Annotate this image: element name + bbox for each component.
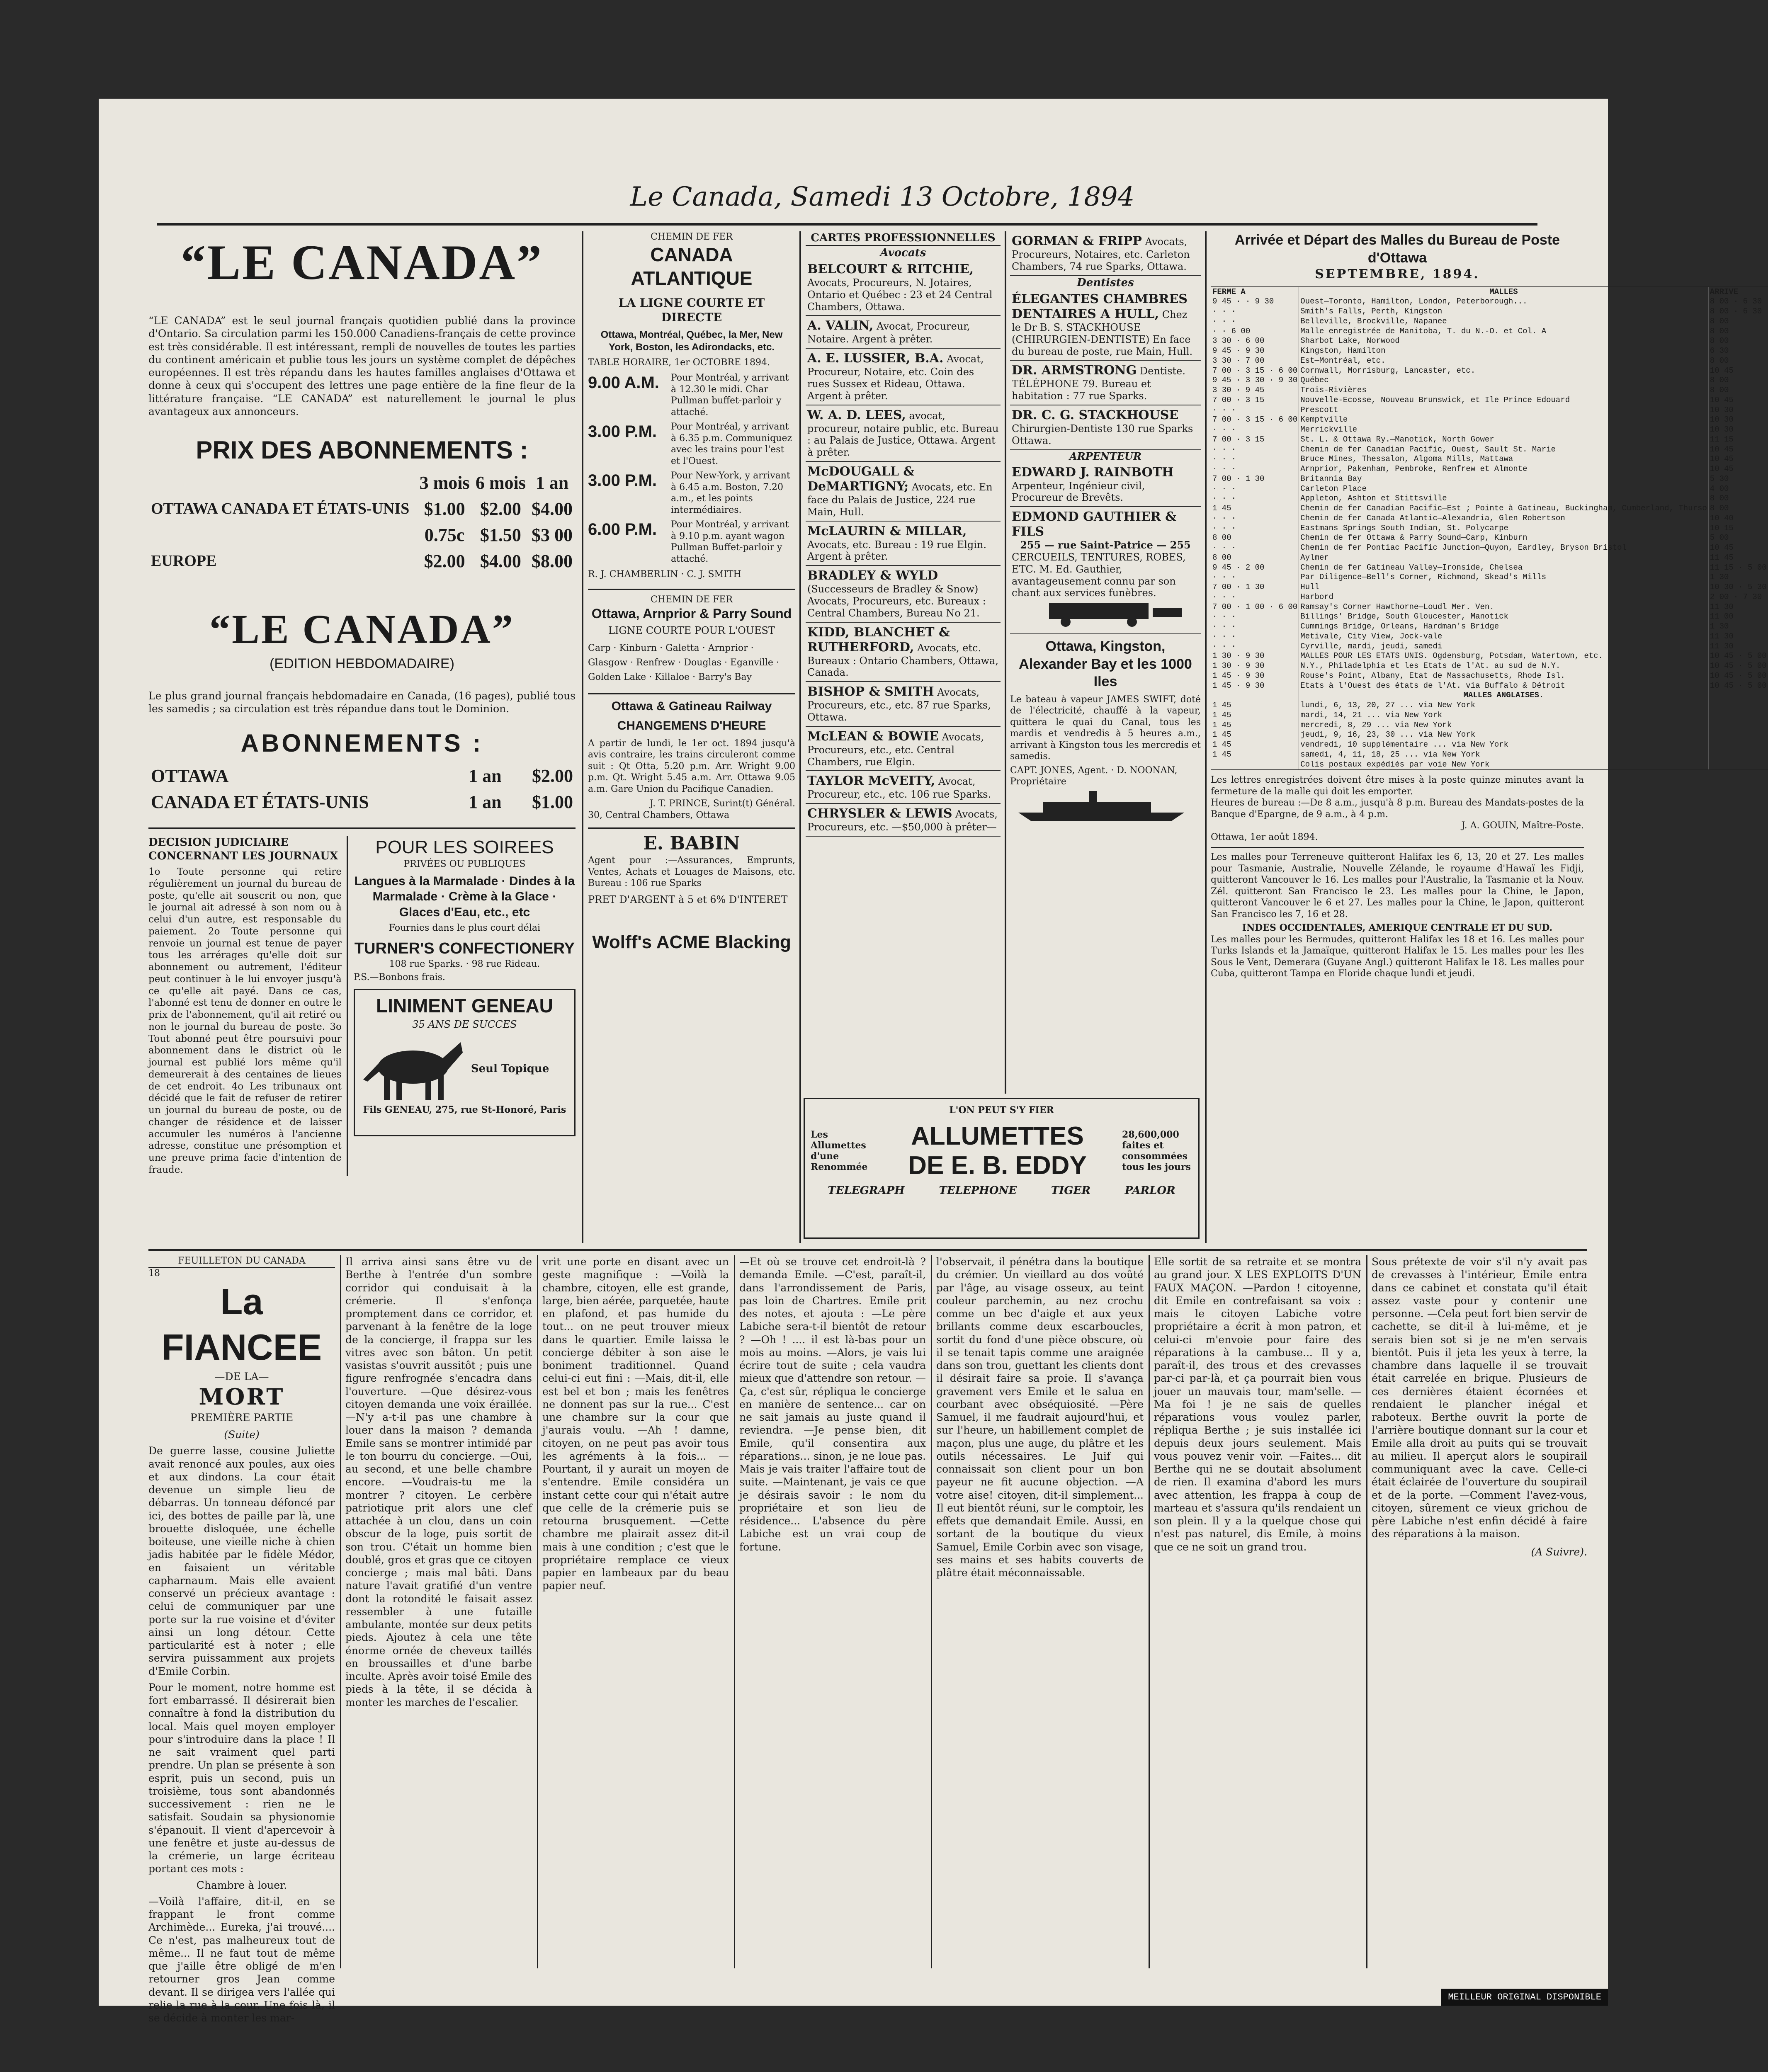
mail-row: · · · Cummings Bridge, Orleans, Hardman's Bridge 1 30 — [1211, 622, 1768, 632]
chambre-a-louer: Chambre à louer. — [196, 1879, 287, 1891]
pro-card: McLEAN & BOWIE Avocats, Procureurs, etc., etc. Central Chambers, rue Elgin. — [806, 727, 1001, 772]
feuilleton-col-5: l'observait, il pénétra dans la boutique du crémier. Un vieillard au dos voûté par l'âge, au visage osseux, au teint couleur parchemin, au nez crochu comme un bec d'aigle et aux yeux brillants comme deux escarboucles, sortit du fond d'une pièce obscure, où il se tenait tapis comme une araignée dans son trou, guettant les clients dont il désirait faire sa proie. Il s'avança gravement vers Emile et le salua en courbant avec obséquiosité. —Père Samuel, il me faudrait aujourd'hui, et sur l'heure, un habillement complet de maçon, plus une auge, du plâtre et les outils nécessaires. Le Juif qui connaissait son client pour un bon payeur ne fit aucune objection. —A votre aise! citoyen, dit-il simplement... Il eut bientôt réuni, sur le comptoir, les effets que demandait Emile. Aussi, en sortant de la boutique du vieux Samuel, Emile Corbin avec son visage, ses mains et ses habits couverts de plâtre était méconnaissable. — [936, 1256, 1144, 1579]
mail-row: 8 00 Chemin de fer Ottawa & Parry Sound—Carp, Kinburn 5 00 — [1211, 533, 1768, 543]
train-entry: 3.00 P.M. Pour New-York, y arrivant à 6.45 a.m. Boston, 7.20 a.m., et les points intermédiaires. — [588, 471, 790, 515]
le-canada-ad-column — [148, 231, 576, 1243]
prix-value: $2.00 — [480, 499, 521, 519]
mail-row: · · · Smith's Falls, Perth, Kingston 8 00 · 6 30 — [1211, 307, 1768, 317]
mails-table — [1211, 286, 1768, 771]
feuilleton-suite: (Suite) — [224, 1429, 260, 1441]
mail-row: · · 6 00 Malle enregistrée de Manitoba, T. du N.-O. et Col. A 8 00 — [1211, 327, 1768, 337]
colis-postaux: Colis postaux expédiés par voie New York — [1299, 760, 1709, 770]
pro-card: McDOUGALL & DeMARTIGNY; Avocats, etc. En face du Palais de Justice, 224 rue Main, Hull. — [806, 462, 1001, 522]
eddy-brand: TELEGRAPH — [828, 1184, 905, 1197]
mail-row: 7 00 · 3 15 St. L. & Ottawa Ry.—Manotick, North Gower 11 15 — [1211, 435, 1768, 445]
geneau-title: LINIMENT GENEAU — [376, 995, 553, 1017]
steamer-signature: CAPT. JONES, Agent. · D. NOONAN, Propriétaire — [1010, 765, 1178, 787]
eddy-left-text: Les Allumettes d'une Renommée — [811, 1129, 868, 1172]
decision-title: DECISION JUDICIAIRE CONCERNANT LES JOURNAUX — [148, 836, 338, 862]
postmaster-signature: J. A. GOUIN, Maître-Poste. — [1461, 820, 1584, 831]
eddy-brand: TIGER — [1051, 1184, 1090, 1197]
mail-row: · · · Arnprior, Pakenham, Pembroke, Renfrew et Almonte 10 45 — [1211, 464, 1768, 474]
mail-row: 1 45 vendredi, 10 supplémentaire ... via New York — [1211, 740, 1768, 750]
feuilleton-paragraph: Pour le moment, notre homme est fort embarrassé. Il désirerait bien connaître à fond la distribution du local. Mais quel moyen employer pour s'introduire dans la place ! Il ne sait vraiment quel parti prendre. Un plan se présente à son esprit, puis un second, puis un troisième, tous sont abandonnés successivement : rien ne le satisfait. Soudain sa physionomie s'épanouit. Il vient d'apercevoir à une fenêtre et juste au-dessus de la crémerie, un large écriteau portant ces mots : — [148, 1681, 335, 1875]
column-rule — [582, 231, 583, 1243]
feuilleton-paragraph: —Voilà l'affaire, dit-il, en se frappant le front comme Archimède... Eureka, j'ai trouvé.... Ce n'est, pas malheureux tout de même... Il ne faut tout de même que j'aille être obligé de m'en retourner gros Jean comme devant. Il se dirigea vers l'allée qui relie la rue à la cour. Une fois là, il se décide à monter les mar- — [148, 1895, 335, 2024]
prix-value: $4.00 — [480, 551, 521, 571]
ligne-ouest: LIGNE COURTE POUR L'OUEST — [608, 625, 775, 636]
wolff-acme-blacking: Wolff's ACME Blacking — [592, 932, 791, 952]
lower-left-block — [148, 836, 576, 1176]
prix-value: $1.00 — [424, 499, 465, 519]
mail-row: 1 45 · 9 30 Etats à l'Ouest des états de l'At. via Buffalo & Détroit 10 45 · 5 00 — [1211, 681, 1768, 691]
liniment-geneau-ad — [354, 989, 576, 1136]
abonnements-title: ABONNEMENTS : — [240, 729, 483, 757]
feuilleton-number: 18 — [148, 1268, 160, 1279]
prix-value: $4.00 — [532, 499, 573, 519]
prix-value: $2.00 — [424, 551, 465, 571]
soirees-title: POUR LES SOIREES — [375, 837, 554, 857]
gorman-fripp-card: GORMAN & FRIPP Avocats, Procureurs, Notaires, etc. Carleton Chambers, 74 rue Sparks, Ottawa. — [1010, 231, 1201, 276]
le-canada-title: “LE CANADA” — [180, 235, 544, 290]
archive-stamp: MEILLEUR ORIGINAL DISPONIBLE — [1441, 1989, 1608, 2006]
mail-row: · · · Bruce Mines, Thessalon, Algoma Mills, Mattawa 10 45 — [1211, 454, 1768, 464]
feuilleton-col-1 — [148, 1255, 335, 2024]
malles-anglaises-title: MALLES ANGLAISES. — [1299, 691, 1709, 701]
gauthier-card: EDMOND GAUTHIER & FILS 255 — rue Saint-Patrice — 255 CERCUEILS, TENTURES, ROBES, ETC. M. Ed. Gauthier, avantageusement connu par son chant aux services funèbres. — [1010, 507, 1201, 634]
eddy-matches-ad — [804, 1098, 1200, 1239]
station-list: Carp · Kinburn · Galetta · Arnprior · Glasgow · Renfrew · Douglas · Eganville · Golden Lake · Killaloe · Barry's Bay — [588, 643, 779, 683]
dentistes-column — [1010, 231, 1201, 1094]
indes-text: Les malles pour les Bermudes, quitteront Halifax les 18 et 16. Les malles pour Turks Islands et la Jamaïque, quitteront Halifax le 15. Les malles pour les Iles Sous le Vent, Demerara (Guyane Angl.) quitteront Halifax le 18. Les malles pour Cuba, quitteront Tampa en Floride chaque lundi et jeudi. — [1211, 934, 1584, 979]
mails-col-malles: MALLES — [1299, 287, 1709, 297]
soirees-block — [348, 836, 576, 1176]
steamboat-illustration — [1010, 788, 1192, 825]
ab-price: $1.00 — [532, 792, 573, 812]
prix-title: PRIX DES ABONNEMENTS : — [196, 436, 528, 464]
mail-row: · · · Billings' Bridge, South Gloucester, Manotick 11 00 — [1211, 612, 1768, 622]
feuilleton-title: La FIANCEE — [161, 1281, 322, 1368]
prix-table — [148, 470, 576, 574]
mail-row: · · · Cyrville, mardi, jeudi, samedi 11 30 — [1211, 642, 1768, 652]
mails-title: Arrivée et Départ des Malles du Bureau de Poste d'Ottawa — [1234, 232, 1560, 266]
mail-row: 1 45 samedi, 4, 11, 18, 25 ... via New York — [1211, 750, 1768, 760]
mail-row: 1 45 mardi, 14, 21 ... via New York — [1211, 711, 1768, 721]
prix-value: $1.50 — [480, 525, 521, 545]
mail-row: · · · Chemin de fer Canadian Pacific, Ouest, Sault St. Marie 10 45 — [1211, 445, 1768, 455]
mails-col-ferme: FERME A — [1211, 287, 1299, 297]
pro-card: CHRYSLER & LEWIS Avocats, Procureurs, etc. —$50,000 à prêter— — [806, 804, 1001, 837]
train-list — [588, 372, 795, 565]
mail-row: 9 45 · · 9 30 Ouest—Toronto, Hamilton, London, Peterborough... 8 00 · 6 30 — [1211, 297, 1768, 307]
prix-header-1an: 1 an — [535, 473, 569, 493]
mail-row: 7 00 · 1 30 Britannia Bay 5 30 — [1211, 474, 1768, 484]
geneau-tag: Seul Topique — [471, 1063, 549, 1075]
top-rule — [157, 223, 1537, 226]
pro-card: KIDD, BLANCHET & RUTHERFORD, Avocats, etc. Bureaux : Ontario Chambers, Ottawa, Canada. — [806, 623, 1001, 682]
steamer-ad — [1010, 638, 1201, 828]
eddy-top: L'ON PEUT S'Y FIER — [949, 1105, 1054, 1116]
mail-row: 3 30 · 9 45 Trois-Rivières 8 00 — [1211, 386, 1768, 395]
mail-row: 7 00 · 3 15 Nouvelle-Ecosse, Nouveau Brunswick, et Ile Prince Edouard 10 45 — [1211, 395, 1768, 405]
mail-row: 7 00 · 1 30 Hull 10 30 · 5 30 — [1211, 582, 1768, 592]
geneau-subtitle: 35 ANS DE SUCCES — [412, 1018, 517, 1030]
gatineau-text: A partir de lundi, le 1er oct. 1894 jusqu'à avis contraire, les trains circuleront comme suit : Qt Otta, 5.20 p.m. Arr. Wright 9.00 p.m. Qt. Wright 5.45 a.m. Arr. Ottawa 9.05 a.m. Gare Union du Pacifique Canadien. — [588, 738, 795, 794]
turner-address: 108 rue Sparks. · 98 rue Rideau. — [389, 959, 540, 969]
train-entry: 9.00 A.M. Pour Montréal, y arrivant à 12.30 le midi. Char Pullman buffet-parloir y attaché. — [588, 373, 789, 417]
turner-ps: P.S.—Bonbons frais. — [353, 972, 445, 983]
horse-illustration — [359, 1034, 467, 1104]
prix-value: $8.00 — [532, 551, 573, 571]
gatineau-address: 30, Central Chambers, Ottawa — [588, 810, 730, 820]
railway-head-2: CHEMIN DE FER — [650, 594, 733, 605]
pro-card: BISHOP & SMITH Avocats, Procureurs, etc., etc. 87 rue Sparks, Ottawa. — [806, 682, 1001, 727]
pro-card: A. E. LUSSIER, B.A. Avocat, Procureur, Notaire, etc. Coin des rues Sussex et Rideau, Ottawa. Argent à prêter. — [806, 349, 1001, 405]
armstrong-card: DR. ARMSTRONG Dentiste. TÉLÉPHONE 79. Bureau et habitation : 77 rue Sparks. — [1010, 361, 1201, 405]
feuilleton-col-4: —Et où se trouve cet endroit-là ? demanda Emile. —C'est, paraît-il, dans l'arrondissement de Paris, pas loin de Chartres. Emile prit des notes, et ajouta : —Le père Labiche sera-t-il bientôt de retour ? —Oh ! .... il est là-bas pour un mois au moins. —Alors, je vais lui écrire tout de suite ; cela vaudra mieux que d'attendre son retour. —Ça, c'est sûr, répliqua le concierge en manière de sentence... car on ne sait jamais au juste quand il reviendra. —Je pense bien, dit Emile, qu'il consentira aux réparations... sinon, je ne loue pas. Mais je vais traiter l'affaire tout de suite. —Maintenant, je vais ce que je désirais savoir : le nom du propriétaire et son lieu de résidence... L'absence du père Labiche est un vrai coup de fortune. — [739, 1256, 926, 1553]
mail-row: 1 45 jeudi, 9, 16, 23, 30 ... via New York — [1211, 730, 1768, 740]
mail-row: · · · Carleton Place 4 00 — [1211, 484, 1768, 494]
mail-row: · · · Belleville, Brockville, Napanee 8 00 — [1211, 317, 1768, 327]
mail-row: 7 00 · 3 15 · 6 00 Cornwall, Morrisburg, Lancaster, etc. 10 45 — [1211, 366, 1768, 376]
mail-row: · · · Merrickville 10 30 — [1211, 425, 1768, 435]
mail-row: · · · Harbord 2 00 · 7 30 — [1211, 592, 1768, 602]
prix-value: $3 00 — [532, 525, 573, 545]
masthead: Le Canada, Samedi 13 Octobre, 1894 — [630, 182, 1135, 212]
mail-row: 9 45 · 9 30 Kingston, Hamilton 6 30 — [1211, 346, 1768, 356]
mail-row: · · · Metivale, City View, Jock-vale 11 30 — [1211, 632, 1768, 642]
mail-row: 1 45 Chemin de fer Canadian Pacific—Est ; Pointe à Gatineau, Buckingham, Cumberland, Thurso 8 00 — [1211, 504, 1768, 514]
feuilleton-de-la: —DE LA— — [214, 1371, 269, 1383]
gatineau-signature: J. T. PRINCE, Surint(t) Général. — [650, 798, 795, 809]
mails-note-2: Heures de bureau :—De 8 a.m., jusqu'à 8 p.m. Bureau des Mandats-postes de la Banque d'Epargne, de 9 a.m., à 4 p.m. — [1211, 798, 1584, 820]
babin-title: E. BABIN — [643, 833, 740, 854]
railway-column — [588, 231, 795, 1243]
prix-region: OTTAWA CANADA ET ÉTATS-UNIS — [151, 500, 410, 517]
hearse-illustration — [1012, 599, 1194, 628]
postmaster-date: Ottawa, 1er août 1894. — [1211, 832, 1318, 842]
feuilleton-col-6: Elle sortit de sa retraite et se montra au grand jour. X LES EXPLOITS D'UN FAUX MAÇON. —Pardon ! citoyenne, dit Emile en contrefaisant sa voix : mais le citoyen Labiche votre propriétaire a écrit à mon patron, et celui-ci m'envoie pour faire des réparations à la cambuse... Il y a, paraît-il, des trous et des crevasses par-ci par-là, et ça pourrait bien vous jouer un mauvais tour, mam'selle. —Ma foi ! je ne sais de quelles réparations vous voulez parler, répliqua Berthe ; je suis installée ici depuis deux jours seulement. Mais vous pouvez venir voir. —Faites... dit Berthe qui ne se doutait absolument de rien. Il examina d'abord les murs avec attention, les frappa à coup de marteau et s'assura qu'ils rendaient un son plein. Il y a la quelque chose qui n'est pas naturel, dis Emile, à moins que ce ne soit un grand trou. — [1154, 1256, 1361, 1553]
dental-chambers-card: ÉLEGANTES CHAMBRES DENTAIRES A HULL, Chez le Dr B. S. STACKHOUSE (CHIRURGIEN-DENTISTE) En face du bureau de poste, rue Main, Hull. — [1010, 289, 1201, 361]
malles-overseas-text: Les malles pour Terreneuve quitteront Halifax les 6, 13, 20 et 27. Les malles pour Tasmanie, Australie, Nouvelle Zélande, le royaume d'Hawaï les Fidji, quitteront Vancouver le 16. Les malles pour l'Australie, la Tasmanie et la Nouv. Zél. quitteront San Francisco le 23. Les malles pour la Chine, le Japon, quitteront Vancouver le 6 et 27. Les malles pour la Chine, le Japon, quitteront San Francisco les 7, 16 et 28. — [1211, 852, 1584, 920]
eddy-right-text: 28,600,000 faites et consommées tous les jours — [1122, 1129, 1191, 1172]
mail-row: 1 30 · 9 30 N.Y., Philadelphia et les Etats de l'At. au sud de N.Y. 10 45 · 5 00 — [1211, 661, 1768, 671]
ab-term: 1 an — [469, 792, 502, 812]
section-rule — [148, 1249, 1587, 1251]
dentistes-heading: Dentistes — [1077, 276, 1134, 289]
cartes-title: CARTES PROFESSIONNELLES — [806, 231, 1001, 246]
geneau-footer: Fils GENEAU, 275, rue St-Honoré, Paris — [363, 1104, 566, 1115]
pro-card: W. A. D. LEES, avocat, procureur, notaire public, etc. Bureau : au Palais de Justice, Ottawa. Argent à prêter. — [806, 405, 1001, 462]
newspaper-page — [99, 99, 1767, 2024]
eddy-brands — [811, 1184, 1192, 1197]
feuilleton-paragraph: Sous prétexte de voir s'il n'y avait pas de crevasses à l'intérieur, Emile entra dans ce cabinet et constata qu'il était assez vaste pour y contenir une personne. —Cela peut fort bien servir de cachette, se dit-il à lui-même, et je serais bien sot si je ne m'en servais bientôt. Puis il jeta les yeux à terre, la chambre dans laquelle il se trouvait était carrelée en brique. Plusieurs de ces dernières étaient écornées et rendaient le plancher inégal et raboteux. Berthe ouvrit la porte de l'arrière boutique donnant sur la cour et Emile alla droit au puits qui se trouvait au milieu. Il aperçut alors le soupirail communiquant avec la cave. Celle-ci était éclairée de l'ouverture du soupirail et de la porte. —Comment l'avez-vous, citoyen, sûrement ce vieux grichou de père Labiche n'est enfin décidé à faire des réparations à la maison. — [1372, 1256, 1587, 1540]
pro-card: BELCOURT & RITCHIE, Avocats, Procureurs, N. Jotaires, Ontario et Québec : 23 et 24 Central Chambers, Ottawa. — [806, 260, 1001, 316]
horaire: TABLE HORAIRE, 1er OCTOBRE 1894. — [588, 357, 770, 368]
feuilleton-head: FEUILLETON DU CANADA — [148, 1255, 335, 1268]
divider — [148, 827, 576, 829]
prix-region — [148, 522, 416, 548]
rainboth-card: EDWARD J. RAINBOTH Arpenteur, Ingénieur civil, Procureur de Brevêts. — [1010, 463, 1201, 507]
soirees-subtitle: PRIVÉES OU PUBLIQUES — [403, 859, 526, 869]
mail-row: 9 45 · 3 30 · 9 30 Québec 8 00 — [1211, 376, 1768, 386]
railway-signature: R. J. CHAMBERLIN · C. J. SMITH — [588, 569, 741, 580]
parry-sound-title: Ottawa, Arnprior & Parry Sound — [591, 606, 792, 621]
eddy-brand: PARLOR — [1124, 1184, 1175, 1197]
decision-block — [148, 836, 348, 1176]
ab-price: $2.00 — [532, 766, 573, 786]
mail-row: 1 45 · 9 30 Rouse's Point, Albany, Etat de Massachusetts, Rhode Isl. 10 45 · 5 00 — [1211, 671, 1768, 681]
ab-region: OTTAWA — [151, 766, 229, 786]
mails-col-arrive: ARRIVE — [1708, 287, 1768, 297]
stackhouse-card: DR. C. G. STACKHOUSE Chirurgien-Dentiste 130 rue Sparks Ottawa. — [1010, 405, 1201, 450]
feuilleton-col-2: Il arriva ainsi sans être vu de Berthe à l'entrée d'un sombre corridor qui conduisait à la crémerie. Il s'enfonça promptement dans ce corridor, et parvenant à la fenêtre de la loge de la concierge, il frappa sur les vitres avec son bâton. Un petit vasistas s'ouvrit aussitôt ; puis une figure renfrognée s'encadra dans l'ouverture. —Que désirez-vous citoyen demanda une voix éraillée. —N'y a-t-il pas une chambre à louer dans la maison ? demanda Emile sans se montrer intimidé par le ton bourru du concierge. —Oui, au second, et une belle chambre encore. —Voudrais-tu me la montrer ? citoyen. Le cerbère patriotique prit alors une clef attachée à un clou, dans un coin obscur de la loge, puis sortit de son trou. C'était un homme bien doublé, gros et gras que ce citoyen concierge ; mais mal bâti. Dans nature l'avait gratifié d'un ventre dont la rotondité le faisait assez ressembler à une futaille ambulante, montée sur deux petits pieds. Ajoutez à cela une tête énorme ornée de cheveux taillés en broussailles et d'une barbe inculte. Après avoir toisé Emile des pieds à la tête, il se décida à monter les marches de l'escalier. — [345, 1256, 532, 1708]
prix-header-6mois: 6 mois — [475, 473, 526, 493]
feuilleton-mort: MORT — [199, 1383, 285, 1410]
weekly-text: Le plus grand journal français hebdomadaire en Canada, (16 pages), publié tous les samedis ; sa circulation est très répandue dans tout le Dominion. — [148, 689, 576, 715]
mail-row: 8 00 Aylmer 11 45 — [1211, 553, 1768, 563]
mail-row: 9 45 · 2 00 Chemin de fer Gatineau Valley—Ironside, Chelsea 11 15 · 5 00 — [1211, 563, 1768, 573]
eddy-title-2: DE E. B. EDDY — [908, 1151, 1087, 1180]
mails-note-1: Les lettres enregistrées doivent être mises à la poste quinze minutes avant la fermeture de la malle qui doit les emporter. — [1211, 775, 1584, 797]
steamer-text: Le bateau à vapeur JAMES SWIFT, doté de l'électricité, chauffé à la vapeur, quittera le quai du Canal, tous les mardis et vendredis à 5 heures a.m., arrivant à Kingston tous les mercredis et samedis. — [1010, 694, 1201, 762]
mail-row: 1 30 · 9 30 MALLES POUR LES ETATS UNIS. Ogdensburg, Potsdam, Watertown, etc. 10 45 · 5 00 — [1211, 651, 1768, 661]
ab-term: 1 an — [469, 766, 502, 786]
train-entry: 6.00 P.M. Pour Montréal, y arrivant à 9.10 p.m. ayant wagon Pullman Buffet-parloir y attaché. — [588, 519, 789, 564]
ligne-courte: LA LIGNE COURTE ET DIRECTE — [618, 296, 765, 324]
abonnements-table — [148, 763, 576, 815]
gatineau-title: Ottawa & Gatineau Railway — [611, 699, 772, 713]
column-rule — [799, 231, 801, 1243]
mail-row: · · · Par Diligence—Bell's Corner, Richmond, Skead's Mills 1 30 — [1211, 573, 1768, 582]
mails-column — [1211, 231, 1767, 1243]
mail-row: 3 30 · 6 00 Sharbot Lake, Norwood 8 00 — [1211, 336, 1768, 346]
soirees-note: Fournies dans le plus court délai — [389, 923, 540, 933]
professional-cards-column — [806, 231, 1001, 1094]
column-rule — [1005, 231, 1006, 1094]
canada-atlantique-title: CANADA ATLANTIQUE — [631, 243, 753, 289]
feuilleton-col-3: vrit une porte en disant avec un geste magnifique : —Voilà la chambre, citoyen, elle est grande, large, bien aérée, parquetée, haute en plafond, et pas humide du tout... on ne peut trouver mieux dans le quartier. Emile laissa le concierge débiter à son aise le boniment traditionnel. Quand celui-ci eut fini : —Mais, dit-il, elle est bel et bon ; mais les fenêtres ne donnent pas sur la rue... C'est une chambre sur la cour que j'aurais voulu. —Ah ! damne, citoyen, on ne peut pas avoir tous les agréments à la fois... —Pourtant, il y aurait un moyen de s'entendre. Emile considéra un instant cette cour qui n'était autre que celle de la crémerie puis se retourna brusquement. —Cette chambre me plairait assez dit-il mais à une condition ; c'est que le propriétaire remplace ce vieux papier en lambeaux par du beau papier neuf. — [542, 1256, 729, 1592]
steamer-title: Ottawa, Kingston, Alexander Bay et les 1000 Iles — [1019, 638, 1192, 690]
mail-row: 1 45 mercredi, 8, 29 ... via New York — [1211, 721, 1768, 730]
railway-head: CHEMIN DE FER — [650, 232, 733, 242]
soirees-items: Langues à la Marmalade · Dindes à la Marmalade · Crème à la Glace · Glaces d'Eau, etc., etc — [354, 874, 575, 919]
ab-region: CANADA ET ÉTATS-UNIS — [151, 792, 369, 812]
prix-value: 0.75c — [424, 525, 465, 545]
prix-header-3mois: 3 mois — [419, 473, 470, 493]
railway-route: Ottawa, Montréal, Québec, la Mer, New York, Boston, les Adirondacks, etc. — [600, 329, 783, 353]
feuilleton-col-7 — [1372, 1255, 1587, 1968]
decision-text: 1o Toute personne qui retire régulièrement un journal du bureau de poste, qu'elle ait souscrit ou non, que le journal ait adressé à son nom ou à celui d'un autre, est responsable du paiement. 2o Toute personne qui renvoie un journal est tenue de payer tous les arrérages qu'elle doit sur abonnement ou autrement, l'éditeur peut continuer à le lui envoyer jusqu'à ce qu'elle ait payé. Dans ce cas, l'abonné est tenu de donner en outre le prix de l'abonnement, qu'il ait retiré ou non le journal du bureau de poste. 3o Tout abonné peut être poursuivi pour abonnement dans le district où le journal est publié lors même qu'il demeurerait à des centaines de lieues de cet endroit. 4o Les tribunaux ont décidé que le fait de refuser de retirer un journal du bureau de poste, ou de changer de résidence et de laisser accumuler les numéros à l'ancienne adresse, constitue une présomption et une preuve prima facie d'intention de fraude. — [148, 866, 342, 1175]
gatineau-subtitle: CHANGEMENS D'HEURE — [617, 719, 766, 733]
indes-title: INDES OCCIDENTALES, AMERIQUE CENTRALE ET DU SUD. — [1242, 922, 1553, 934]
mails-subtitle: SEPTEMBRE, 1894. — [1315, 267, 1480, 281]
weekly-title: “LE CANADA” — [209, 606, 515, 652]
mail-row: · · · Chemin de fer Canada Atlantic—Alexandria, Glen Robertson 10 40 — [1211, 514, 1768, 524]
mail-row: 7 00 · 1 00 · 6 00 Ramsay's Corner Hawthorne—Loudl Mer. Ven. 11 30 — [1211, 602, 1768, 612]
feuilleton-paragraph: De guerre lasse, cousine Juliette avait renoncé aux poules, aux oies et aux dindons. La cour était devenue un simple lieu de débarras. Un tonneau défoncé par ici, des bottes de paille par là, une brouette disloquée, une échelle boiteuse, une vieille niche à chien jadis habitée par le fidèle Médor, en faisaient un véritable capharnaum. Mais elle avaient conservé un précieux avantage : celui de communiquer par une porte sur la rue voisine et d'éviter ainsi un long détour. Cette particularité est à noter ; elle servira puissamment aux projets d'Emile Corbin. — [148, 1445, 335, 1677]
pro-card: A. VALIN, Avocat, Procureur, Notaire. Argent à prêter. — [806, 316, 1001, 349]
train-entry: 3.00 P.M. Pour Montréal, y arrivant à 6.35 p.m. Communiquez avec les trains pour l'est et l'Ouest. — [588, 422, 792, 466]
pro-card: TAYLOR McVEITY, Avocat, Procureur, etc., etc. 106 rue Sparks. — [806, 771, 1001, 804]
mail-row: · · · Chemin de fer Pontiac Pacific Junction—Quyon, Eardley, Bryson Bristol 10 45 — [1211, 543, 1768, 553]
mail-row: 3 30 · 7 00 Est—Montréal, etc. 8 00 — [1211, 356, 1768, 366]
prix-region: EUROPE — [151, 552, 217, 570]
avocats-heading: Avocats — [880, 246, 926, 259]
mail-row: 7 00 · 3 15 · 6 00 Kemptville 10 30 — [1211, 415, 1768, 425]
pro-card: BRADLEY & WYLD (Successeurs de Bradley & Snow) Avocats, Procureurs, etc. Bureaux : Central Chambers, Bureau No 21. — [806, 566, 1001, 622]
mail-row: · · · Eastmans Springs South Indian, St. Polycarpe 10 15 — [1211, 524, 1768, 534]
arpenteur-heading: ARPENTEUR — [1069, 450, 1141, 462]
eddy-brand: TELEPHONE — [939, 1184, 1017, 1197]
weekly-subtitle: (EDITION HEBDOMADAIRE) — [270, 656, 454, 672]
pro-card: McLAURIN & MILLAR, Avocats, etc. Bureau : 19 rue Elgin. Argent à prêter. — [806, 522, 1001, 566]
pret-argent: PRET D'ARGENT à 5 et 6% D'INTERET — [588, 893, 788, 905]
feuilleton-partie: PREMIÈRE PARTIE — [190, 1411, 294, 1424]
turner-confectionery: TURNER'S CONFECTIONERY — [354, 939, 575, 957]
eddy-title-1: ALLUMETTES — [911, 1122, 1084, 1150]
babin-text: Agent pour :—Assurances, Emprunts, Ventes, Achats et Louages de Maisons, etc. Bureau : 106 rue Sparks — [588, 855, 795, 889]
mail-row: 1 45 lundi, 6, 13, 20, 27 ... via New York — [1211, 701, 1768, 711]
mail-row: · · · Prescott 10 30 — [1211, 405, 1768, 415]
le-canada-intro: “LE CANADA” est le seul journal français quotidien publié dans la province d'Ontario. Sa circulation parmi les 150.000 Canadiens-français de cette province est très considérable. Il est intéressant, rempli de nouvelles de toutes les parties du continent américain et publie tous les jours un système complet de dépêches européennes. Il est très répandu dans les hautes familles anglaises d'Ottawa et donne à ceux qui s'occupent des lettres une page entière de la fine fleur de la littérature française. “LE CANADA” est naturellement le journal le plus avantageux aux annonceurs. — [148, 315, 576, 417]
column-rule — [1205, 231, 1207, 1243]
mail-row: · · · Appleton, Ashton et Stittsville 8 00 — [1211, 494, 1768, 504]
a-suivre: (A Suivre). — [1531, 1546, 1587, 1558]
